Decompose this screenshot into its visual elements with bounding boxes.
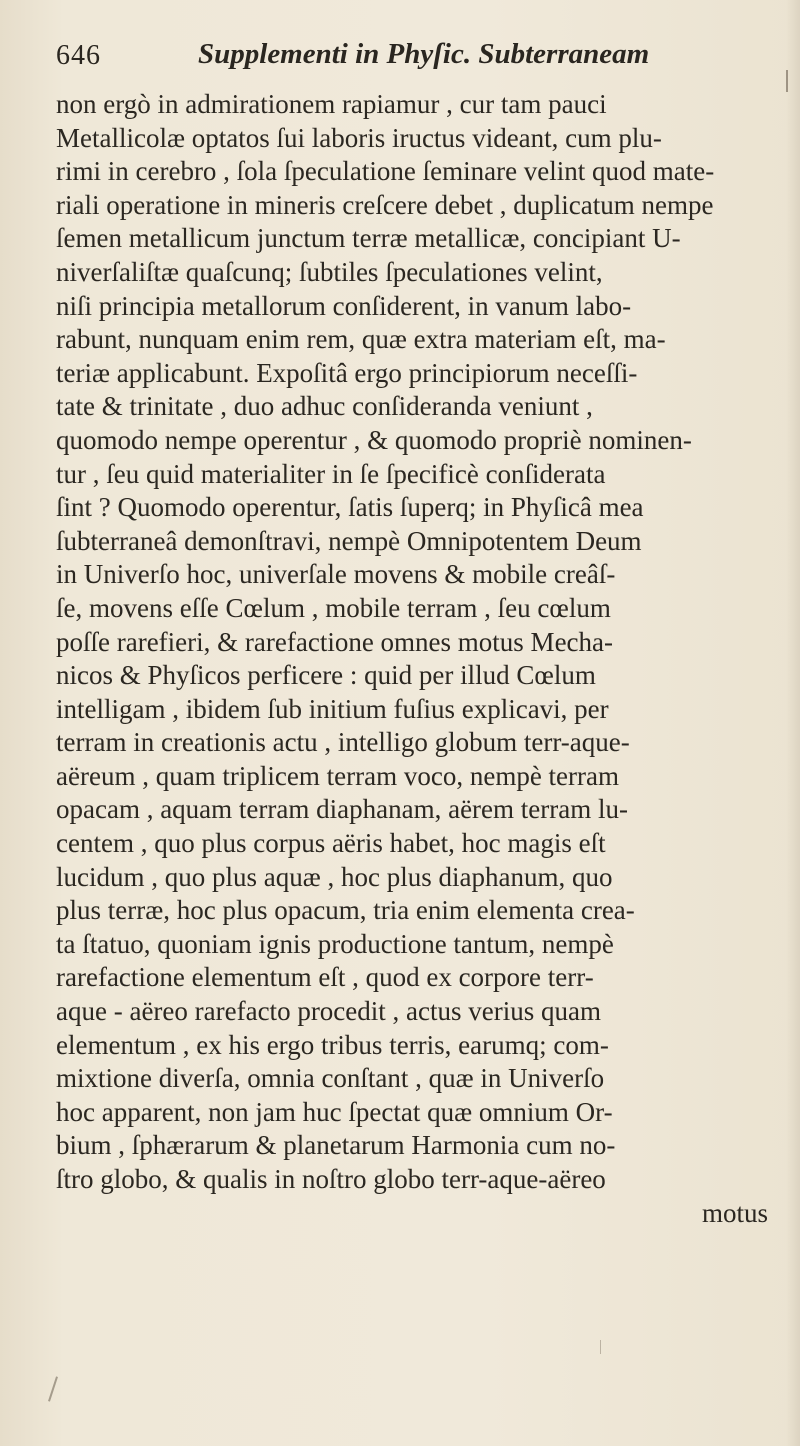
text-line: ſint ? Quomodo operentur, ſatis ſuperq; in Phyſicâ mea: [56, 492, 644, 523]
text-line: niſi principia metallorum conſiderent, in vanum labo-: [56, 290, 632, 321]
margin-mark: [600, 1340, 601, 1354]
text-line: tate & trinitate , duo adhuc conſideranda veniunt ,: [56, 391, 593, 422]
page-number: 646: [56, 40, 101, 71]
text-line: elementum , ex his ergo tribus terris, earumq; com-: [56, 1029, 609, 1060]
page-header: [56, 36, 756, 76]
body-text: [56, 88, 796, 1230]
text-line: poſſe rarefieri, & rarefactione omnes motus Mecha-: [56, 626, 614, 657]
text-line: non ergò in admirationem rapiamur , cur tam pauci: [56, 89, 607, 119]
text-line: opacam , aquam terram diaphanam, aërem terram lu-: [56, 794, 628, 825]
text-line: rabunt, nunquam enim rem, quæ extra materiam eſt, ma-: [56, 324, 666, 355]
text-line: lucidum , quo plus aquæ , hoc plus diaphanum, quo: [56, 861, 613, 892]
text-line: in Univerſo hoc, univerſale movens & mobile creâſ-: [56, 559, 616, 590]
text-line: tur , ſeu quid materialiter in ſe ſpecificè conſiderata: [56, 458, 606, 489]
running-head: Supplementi in Phyſic. Subterraneam: [198, 38, 650, 70]
text-line: bium , ſphærarum & planetarum Harmonia cum no-: [56, 1130, 616, 1161]
text-line: hoc apparent, non jam huc ſpectat quæ omnium Or-: [56, 1096, 613, 1127]
text-line: rarefactione elementum eſt , quod ex corpore terr-: [56, 962, 594, 993]
text-line: teriæ applicabunt. Expoſitâ ergo principiorum neceſſi-: [56, 357, 638, 388]
text-line: aque - aëreo rarefacto procedit , actus verius quam: [56, 996, 601, 1027]
text-line: rimi in cerebro , ſola ſpeculatione ſeminare velint quod mate-: [56, 156, 715, 187]
text-line: riali operatione in mineris creſcere debet , duplicatum nempe: [56, 189, 714, 220]
text-line: intelligam , ibidem ſub initium fuſius explicavi, per: [56, 693, 609, 724]
text-line: mixtione diverſa, omnia conſtant , quæ in Univerſo: [56, 1063, 605, 1094]
margin-mark: [786, 70, 788, 92]
text-line: ſemen metallicum junctum terræ metallicæ, concipiant U-: [56, 223, 681, 254]
margin-mark: [48, 1376, 58, 1401]
text-line: ſtro globo, & qualis in noſtro globo terr-aque-aëreo: [56, 1164, 606, 1194]
text-line: terram in creationis actu , intelligo globum terr-aque-: [56, 727, 630, 758]
text-line: quomodo nempe operentur , & quomodo propriè nominen-: [56, 424, 692, 455]
text-line: ſubterraneâ demonſtravi, nempè Omnipotentem Deum: [56, 525, 642, 556]
catchword: motus: [701, 1197, 768, 1228]
text-line: centem , quo plus corpus aëris habet, hoc magis eſt: [56, 828, 606, 859]
text-line: Metallicolæ optatos ſui laboris iructus videant, cum plu-: [56, 122, 662, 153]
text-line: aëreum , quam triplicem terram voco, nempè terram: [56, 760, 620, 791]
text-line: ſe, movens eſſe Cœlum , mobile terram , ſeu cœlum: [56, 592, 611, 623]
text-line: ta ſtatuo, quoniam ignis productione tantum, nempè: [56, 928, 614, 959]
text-line: nicos & Phyſicos perficere : quid per illud Cœlum: [56, 660, 596, 691]
text-line: plus terræ, hoc plus opacum, tria enim elementa crea-: [56, 895, 635, 926]
text-line: niverſaliſtæ quaſcunq; ſubtiles ſpeculationes velint,: [56, 256, 603, 287]
